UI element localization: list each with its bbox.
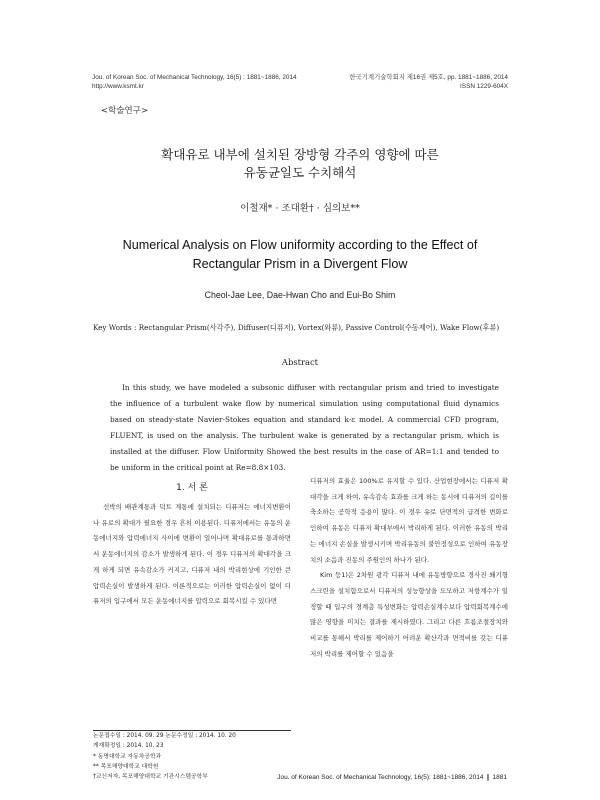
- title-korean: [0, 146, 600, 182]
- title-english-line-2: Rectangular Prism in a Divergent Flow: [192, 257, 408, 271]
- title-korean-line-1: 확대유로 내부에 설치된 장방형 각주의 영향에 따른: [161, 147, 439, 162]
- journal-citation-ko: 한국기계기술학회지 제16권 제5호, pp. 1881~1886, 2014: [349, 74, 508, 81]
- body-column-right: [310, 474, 508, 662]
- paragraph: Kim 등1)은 2차원 광각 디퓨저 내에 유동방향으로 경사진 쐐기형 스크린을 설치함으로서 디퓨저의 성능향상을 도모하고 저항계수가 일정할 때 입구의 경계층 특성변화는 압력손실계수보다 압력회복계수에 많은 영향을 미치는 결과를 제시하였다. 그리고 다른 흐름조절장치와 비교를 통해서 박리를 제어하기 어려운 확산각과 면적비를 갖는 디퓨저의 박리를 제어할 수 있음을: [310, 571, 508, 658]
- journal-citation-en: Jou. of Korean Soc. of Mechanical Technology, 16(5) : 1881~1886, 2014: [92, 74, 297, 81]
- abstract-body: In this study, we have modeled a subsonic diffuser with rectangular prism and tried to investigate the influence of a turbulent wake flow by numerical simulation using computational fluid dynamics based on steady-state Navier-Stokes equation and standard k-ε model. A commercial CFD program, FLUENT, is used on the analysis. The turbulent wake is generated by a rectangular prism, which is installed at the diffuser. Flow Uniformity Showed the best results in the case of AR=1:1 and tended to be uniform in the critical point at Re=8.8×103.: [110, 383, 499, 472]
- title-english: [0, 236, 600, 274]
- footnote-corresponding: †교신저자, 목포해양대학교 기관시스템공학부: [93, 774, 208, 781]
- journal-url[interactable]: http://www.ksmt.kr: [92, 83, 144, 90]
- issn: ISSN 1229-604X: [460, 83, 508, 90]
- footnote-affiliation-2: ** 목포해양대학교 대학원: [93, 763, 159, 770]
- keywords: Key Words : Rectangular Prism(사각주), Diffuser(디퓨저), Vortex(와류), Passive Control(수동제어), Wake Flow(후류): [93, 323, 500, 332]
- footnotes: [93, 731, 293, 782]
- article-type-tag: <학술연구>: [101, 106, 149, 116]
- title-korean-line-2: 유동균일도 수치해석: [243, 165, 357, 180]
- running-header-right: [349, 73, 508, 91]
- abstract-heading: Abstract: [281, 357, 319, 367]
- authors-korean: 이철재* · 조대환† · 심의보**: [240, 203, 360, 214]
- paragraph: 선박의 배관계통과 덕트 계통에 설치되는 디퓨저는 에너지변환이나 유로의 확대가 필요한 경우 흔히 이용된다. 디퓨저에서는 유동의 운동에너지와 압력에너지 사이에 변환이 일어나며 확대유로를 통과하면서 운동에너지의 감소가 발생하게 된다. 이 경우 디퓨저의 확대각을 크게 하게 되면 유속감소가 커지고, 디퓨저 내의 박리현상에 기인한 큰 압력손실이 발생하게 된다. 이론적으로는 이러한 압력손실이 없이 디퓨저의 입구에서 모든 운동에너지를 압력으로 회복시킬 수 있다면: [93, 503, 291, 606]
- authors-english: Cheol-Jae Lee, Dae-Hwan Cho and Eui-Bo Shim: [204, 290, 396, 300]
- title-english-line-1: Numerical Analysis on Flow uniformity according to the Effect of: [122, 238, 478, 252]
- running-header-left: [92, 73, 297, 91]
- footnote-accepted: 게재확정일 : 2014. 10. 23: [93, 743, 164, 750]
- footnote-affiliation-1: * 동명대학교 자동차공학과: [93, 753, 162, 760]
- body-column-left: [93, 500, 291, 610]
- page-footer: Jou. of Korean Soc. of Mechanical Technology, 16(5): 1881~1886, 2014 ❙ 1881: [277, 774, 507, 781]
- footnote-dates: 논문접수일 : 2014. 09. 29 논문수정일 : 2014. 10. 20: [93, 733, 236, 739]
- paragraph: 디퓨저의 효율은 100%로 유지할 수 있다. 산업현장에서는 디퓨저 확대각을 크게 하여, 유속감속 효과를 크게 하는 동시에 디퓨저의 길이를 축소하는 공학적 응용이 많다. 이 경우 유로 단면적의 급격한 변화로 인하여 유동은 디퓨저 확대부에서 박리하게 된다. 이러한 유동의 박리는 에너지 손실을 발생시키며 박리유동의 불안정성으로 인하여 유동장치의 소음과 진동의 주원인의 하나가 된다.: [310, 477, 508, 564]
- section-1-heading: 1. 서 론: [176, 483, 208, 493]
